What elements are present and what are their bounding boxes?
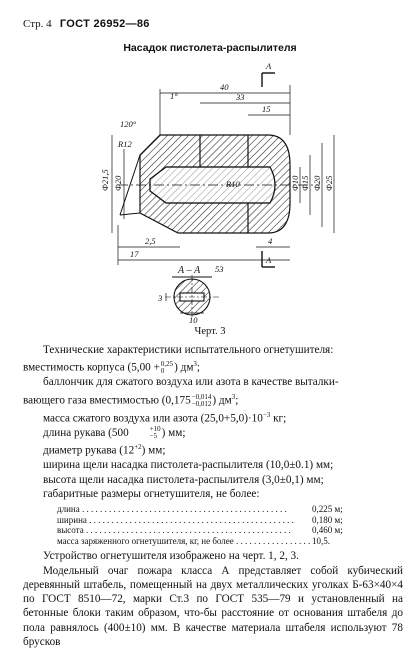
document-text [23, 343, 403, 649]
text-line: Устройство огнетушителя изображено на черт. 1, 2, 3. [43, 550, 299, 563]
drawing-title: Насадок пистолета-распылителя [123, 42, 297, 54]
dim-d15: Ф15 [300, 175, 310, 191]
section-label: А – А [178, 265, 201, 276]
dim-d21-5: Ф21,5 [100, 169, 110, 191]
dim-r12: R12 [118, 139, 132, 149]
nozzle-drawing [0, 55, 420, 325]
table-row: высота . . . 0,460 м; [57, 525, 403, 536]
dim-120deg: 120° [120, 119, 137, 129]
dim-10: 10 [189, 315, 198, 325]
text-line: высота щели насадка пистолета-распылителя (3,0±0,1) мм; [43, 473, 324, 486]
table-row: ширина . . . 0,180 м; [57, 515, 403, 526]
dim-17: 17 [130, 249, 139, 259]
dim-3: 3 [158, 293, 163, 303]
dim-r10: R10 [226, 179, 240, 189]
text-line: масса сжатого воздуха или азота $(25,0+5,0)\cdot 10^{-3}$ кг; [43, 410, 287, 425]
dim-15: 15 [262, 104, 271, 114]
text-line: диаметр рукава $(12^{+2})$ мм; [43, 443, 166, 458]
tolerance: −0,014 −0,012 [191, 392, 212, 408]
text-line: ширина щели насадка пистолета-распылителя (10,0±0.1) мм; [43, 459, 334, 472]
figure-caption: Черт. 3 [194, 326, 226, 337]
tolerance: 0,25 0 [160, 360, 174, 376]
paragraph: Модельный очаг пожара класса А представляет собой кубический деревянный штабель, помещенный на двух металлических уголках Б-63×40×4 по ГОСТ 8510—72, марки Ст.3 по ГОСТ 535—79 и установленный на бетонные блоки таким образом, что-бы расстояние от основания штабеля до пола равнялось (400±10) мм. В качестве материала штабеля используют 78 брусков [23, 564, 403, 649]
page-header [23, 18, 150, 30]
dim-53: 53 [215, 264, 224, 274]
section-mark-bottom: А [266, 255, 272, 265]
dimensions-table [57, 504, 403, 546]
dim-d25: Ф25 [324, 175, 334, 191]
dim-4: 4 [268, 236, 273, 246]
text-line: баллончик для сжатого воздуха или азота в качестве выталки- [43, 376, 339, 389]
section-a-a [165, 275, 219, 319]
page-number: Стр. 4 [23, 18, 52, 30]
text-line: вместимость корпуса (5,00 + 0,25 0 ) $дм^3$; [23, 360, 201, 376]
text-line: габаритные размеры огнетушителя, не более: [43, 487, 260, 500]
dim-1deg: 1° [170, 91, 178, 101]
gost-number: ГОСТ 26952—86 [59, 18, 150, 30]
text-line: длина рукава (500 +10 −5 ) мм; [43, 425, 186, 441]
dim-d10: Ф10 [290, 175, 300, 191]
dim-d20: Ф20 [113, 175, 123, 191]
dim-33: 33 [236, 92, 245, 102]
dim-40: 40 [220, 82, 229, 92]
text-line: вающего газа вместимостью (0,175 −0,014 −0,012 ) $дм^3$; [23, 392, 239, 408]
table-row: длина . . . 0,225 м; [57, 504, 403, 515]
tolerance: +10 −5 [149, 425, 161, 441]
text-line: Технические характеристики испытательного огнетушителя: [43, 344, 334, 356]
dim-2-5: 2,5 [145, 236, 156, 246]
table-row: масса заряженного огнетушителя, кг, не более . . . 10,5. [57, 536, 403, 547]
section-mark-top: А [266, 61, 272, 71]
dim-d20-right: Ф20 [312, 175, 322, 191]
